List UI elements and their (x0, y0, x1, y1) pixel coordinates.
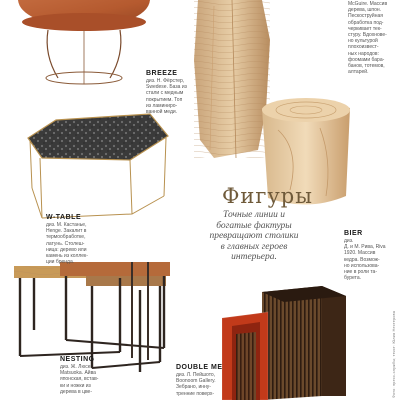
photo-credit: Фото: пресс-службы; текст: Юлия Нестерова (392, 310, 396, 398)
caption-nesting-name: NESTING (60, 356, 95, 363)
caption-double-me-text: диз. Л. Пейшото, Boonoom Gallery. Зебрано, инну- тренние поверх- (176, 372, 216, 397)
caption-bier-text: диз. Д. и М. Рива, Riva 1920. Массив кедра. Возмож- но использова- ние в роли та- бурета. (344, 238, 386, 282)
caption-breeze-text: диз. Н. Фёрстер, Swedese. База из стали с медным покрытием. Топ из ламиниро- ванной меди. (146, 78, 187, 116)
caption-bier (344, 230, 392, 281)
caption-top-right-text: McGuire. Массив дерева, шпон. Пескоструйная обработка под- черкивает тек- стуру. Вдохнове- но культурой плохоизвест- ных народов: фоомами бара- банов, тотемов, алтарей. (348, 1, 388, 76)
caption-w-table-text: диз. М. Кастанье, Henge. Закалит в термообработке, латунь. Столеш- ница: дерево или камень из коллек- ции бренда. (46, 222, 88, 266)
caption-nesting-text: диз. Ж. Люсе, Matsuoka. Айва японская, встав- ки и ножки из дерева в цве- (60, 364, 99, 395)
caption-double-me (176, 364, 228, 397)
caption-nesting (60, 356, 114, 395)
carved-wood-table-photo (194, 0, 270, 158)
w-table-photo (28, 114, 168, 218)
page-subtitle: Точные линии и богатые фактуры превращают столики в главных героев интерьера. (209, 210, 299, 262)
caption-breeze (146, 70, 196, 115)
double-me-tables-photo (222, 286, 346, 400)
caption-bier-name: BIER (344, 230, 363, 237)
caption-double-me-name: DOUBLE ME (176, 364, 223, 371)
breeze-table-photo (18, 0, 150, 84)
caption-top-right (348, 1, 400, 75)
page-title: Фигуры (222, 184, 313, 208)
caption-w-table-name: W-TABLE (46, 214, 82, 221)
caption-w-table (46, 214, 100, 265)
caption-breeze-name: BREEZE (146, 70, 178, 77)
